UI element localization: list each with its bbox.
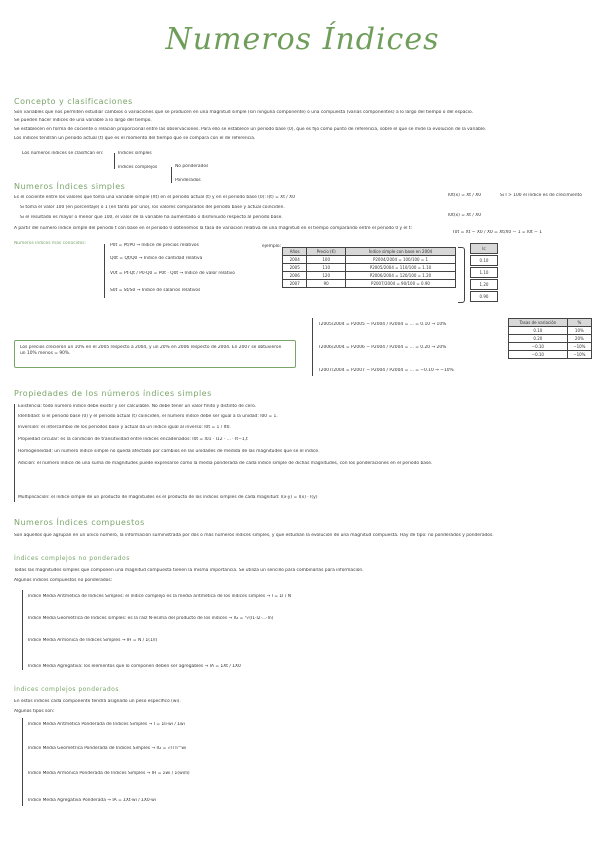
- formula-variation: T0t = Xt − X0 / X0 = Xt/X0 − 1 = I0t − 1: [452, 230, 543, 235]
- table-cell: −0.10: [509, 343, 568, 351]
- index-column-header: Ic: [470, 243, 498, 254]
- table-row: [509, 343, 592, 351]
- table-cell: 0.20: [509, 335, 568, 343]
- subheading-ponderados: Índices complejos ponderados: [14, 686, 119, 693]
- table-cell: P2004/2004 = 100/100 = 1: [346, 256, 456, 264]
- tree-complex: Índices complejos: [118, 165, 158, 170]
- table-cell: P2005/2004 = 110/100 = 1.10: [346, 264, 456, 272]
- text-line: Son variables que nos permiten estudiar cambios o variaciones que se producen en una magnitud simple (sin ninguna componente) o una compuesta (varias componentes) a lo largo del tiempo o del espacio.: [14, 110, 474, 115]
- table-cell: 20%: [567, 335, 591, 343]
- section-heading-propiedades: Propiedades de los números índices simples: [14, 389, 212, 398]
- variation-formula: T2005/2004 = P2005 − P2004 / P2004 = ... = 0.10 → 10%: [318, 322, 447, 327]
- section-heading-concepto: Concepto y clasificaciones: [14, 97, 133, 106]
- section-heading-compuestos: Numeros Índices compuestos: [14, 518, 145, 527]
- ponderados-bracket: [22, 718, 23, 806]
- variation-formula: T2006/2004 = P2006 − P2004 / P2004 = ... = 0.20 → 20%: [318, 345, 447, 350]
- section-heading-simples: Numeros Índices simples: [14, 182, 126, 191]
- tree-weighted: Ponderados: [175, 178, 201, 183]
- index-column: [470, 243, 498, 303]
- index-cell: 0.10: [470, 255, 498, 266]
- formula-index: I0t(x) = Xt / X0: [448, 193, 482, 198]
- table-row: [283, 264, 456, 272]
- examples-label: Números índices más conocidos:: [14, 241, 87, 246]
- table-cell: 2007: [283, 280, 307, 288]
- example-salaries: S0t = St/S0 → Índice de salarios relativos: [110, 288, 201, 293]
- subheading-no-ponderados: Índices complejos no ponderados: [14, 555, 130, 562]
- property-line: Inversión: el intercambio de los periodos base y actual da un índice igual al inverso: I0t = 1 / It0.: [18, 425, 231, 430]
- property-line: Homogeneidad: un número índice simple no queda afectado por cambios en las unidades de medida de las magnitudes que se el índice.: [18, 449, 320, 454]
- table-header: %: [567, 319, 591, 327]
- property-line: Adición: el número índice de una suma de magnitudes puede expresarse como la media ponderada de cada índice simple de dichas magnitudes, con los ponderaciones en el periodo base.: [18, 461, 433, 466]
- text-line: Si toma el valor 100 (en porcentaje) o 1 (en tanto por uno), los valores comparados del periodo base y actual coinciden.: [20, 205, 285, 210]
- table-cell: 2005: [283, 264, 307, 272]
- tree-bracket: [114, 153, 115, 169]
- price-table: [282, 247, 456, 288]
- table-cell: −0.10: [509, 351, 568, 359]
- formula-item: Índice Media Geométrica de Índices simples: es la raíz N-ésima del producto de los índices → IG = ⁿ√(I1·I2·...·In): [28, 616, 274, 621]
- example-prices: P0t = Pt/P0 → Índice de precios relativos: [110, 243, 199, 248]
- table-cell: −10%: [567, 351, 591, 359]
- property-line: Existencia: todo número índice debe existir y ser calculable. No debe tener un valor finito y distinto de cero.: [18, 404, 257, 409]
- table-cell: −10%: [567, 343, 591, 351]
- example-value: V0t = Pt·Qt / P0·Q0 = P0t · Q0t → Índice de valor relativo: [110, 271, 235, 276]
- formula-item: Índice Media Armónica Ponderada de Índices Simples → IH = Σwi / Σ(wi/Ii): [28, 771, 190, 776]
- table-cell: 120: [307, 272, 346, 280]
- text-line: A partir del número índice simple del periodo t con base en el periodo 0 obtenemos la tasa de variación relativa de una magnitud en el tiempo comparando entre el periodo 0 y el t:: [14, 226, 413, 231]
- text-line: Si el resultado es mayor o menor que 100, el valor de la variable ha aumentado o disminuido respecto al periodo base.: [20, 215, 283, 220]
- formula-item: Índice Media Geométrica Ponderada de Índices Simples → IG = √Π Ii^wi: [28, 746, 187, 751]
- table-cell: 10%: [567, 327, 591, 335]
- formula-item: Índice Media Agregativa: los elementos que lo componen deben ser agregables → IA = ΣXt / ΣX0: [28, 664, 241, 669]
- variation-table: [508, 318, 592, 359]
- formula-item: Índice Media Aritmética Ponderada de Índices Simples → Ī = ΣIi·wi / Σwi: [28, 722, 185, 727]
- index-cell: 0.90: [470, 291, 498, 302]
- text-line: Se pueden hacer índices de una variable a lo largo del tiempo.: [14, 118, 152, 123]
- table-row: [509, 351, 592, 359]
- table-header-row: [283, 248, 456, 256]
- tree-unweighted: No ponderados: [175, 164, 209, 169]
- text-line: Es el cociente entre los valores que toma una variable simple (Xt) en el periodo actual (t) y en el periodo base (0): I(t) = Xt / X0: [14, 195, 295, 200]
- index-cell: 1.20: [470, 279, 498, 290]
- table-row: [283, 272, 456, 280]
- table-cell: 0.10: [509, 327, 568, 335]
- page-title: Numeros Índices: [165, 22, 440, 57]
- formula-index-2: I0t(x) = Xt / X0: [448, 213, 482, 218]
- table-cell: 90: [307, 280, 346, 288]
- table-cell: 2006: [283, 272, 307, 280]
- property-line: Multiplicación: el índice simple de un producto de magnitudes es el producto de los índices simples de cada magnitud: I(x·y) = I(x) · I(y): [18, 495, 318, 500]
- table-cell: 100: [307, 256, 346, 264]
- example-word: ejemplo:: [262, 244, 282, 249]
- text-line: Algunos tipos son:: [14, 709, 55, 714]
- tree-simple: Índices simples: [118, 151, 152, 156]
- table-cell: 2004: [283, 256, 307, 264]
- text-line: Todas las magnitudes simples que componen una magnitud compuesta tienen la misma importancia. Se utiliza un sencillo para combinarlas para información.: [14, 568, 364, 573]
- formula-aside: Si I > 100 el índice es de crecimiento: [500, 193, 582, 198]
- text-line: Son aquellos que agrupan en un único número, la información suministrada por dos o más números índices simples, y que estudian la evolución de una magnitud compuesta. Hay de tipo: no ponderados y ponderados.: [14, 533, 494, 538]
- text-line: Algunos índices compuestos no ponderados:: [14, 578, 113, 583]
- table-header: Precio (€): [307, 248, 346, 256]
- text-line: En estos índices cada componente tendrá asignado un peso específico (wi).: [14, 699, 181, 704]
- table-header-row: [509, 319, 592, 327]
- table-row: [283, 280, 456, 288]
- text-line: Se establecen en forma de cociente o relación proporcional entre las observaciones. Para ello se establece un periodo base (0), que es fijo como punto de referencia, sobre el que se mide la evolución de la variable.: [14, 127, 487, 132]
- example-quantity: Q0t = Qt/Q0 → Índice de cantidad relativa: [110, 256, 203, 261]
- callout-text: Los precios crecieron un 10% en el 2005 respecto a 2004, y un 20% en 2006 respecto de 2004. En 2007 se obtuvieron un 10% menos = 90%.: [20, 345, 282, 356]
- text-line: Los índices tendrán un periodo actual (t) que es el momento del tiempo que se compara con el de referencia.: [14, 136, 256, 141]
- property-line: Propiedad circular: es la condición de transitividad entre índices encadenados: I0t = I01 · I12 · ... · It−1,t: [18, 437, 248, 442]
- table-brace: [458, 247, 465, 303]
- table-cell: 110: [307, 264, 346, 272]
- table-row: [283, 256, 456, 264]
- table-cell: P2006/2004 = 120/100 = 1.20: [346, 272, 456, 280]
- table-cell: P2007/2004 = 90/100 = 0.90: [346, 280, 456, 288]
- property-line: Identidad: si el periodo base (0) y el periodo actual (t) coinciden, el número índice debe ser igual a la unidad: I00 = 1.: [18, 414, 278, 419]
- properties-bracket: [14, 404, 15, 502]
- table-header: Índice simple con base en 2004: [346, 248, 456, 256]
- formula-item: Índice Media Aritmética de Índices Simples: el índice complejo es la media aritmética de los índices simples → Ī = ΣI / N: [28, 594, 292, 599]
- index-cell: 1.10: [470, 267, 498, 278]
- tree-root: Los números índices se clasifican en:: [22, 151, 104, 156]
- table-row: [509, 335, 592, 343]
- variation-bracket: [312, 318, 313, 376]
- formula-item: Índice Media Agregativa Ponderada → IA = ΣXt·wi / ΣX0·wi: [28, 798, 156, 803]
- no-ponderados-bracket: [22, 590, 23, 670]
- formula-item: Índice Media Armónica de Índices Simples → IH = N / Σ(1/I): [28, 638, 158, 643]
- tree-bracket: [171, 167, 172, 183]
- examples-bracket: [104, 244, 105, 298]
- variation-formula: T2007/2004 = P2007 − P2004 / P2004 = ... = −0.10 → −10%: [318, 368, 454, 373]
- table-header: Tasas de variación: [509, 319, 568, 327]
- table-header: Años: [283, 248, 307, 256]
- table-row: [509, 327, 592, 335]
